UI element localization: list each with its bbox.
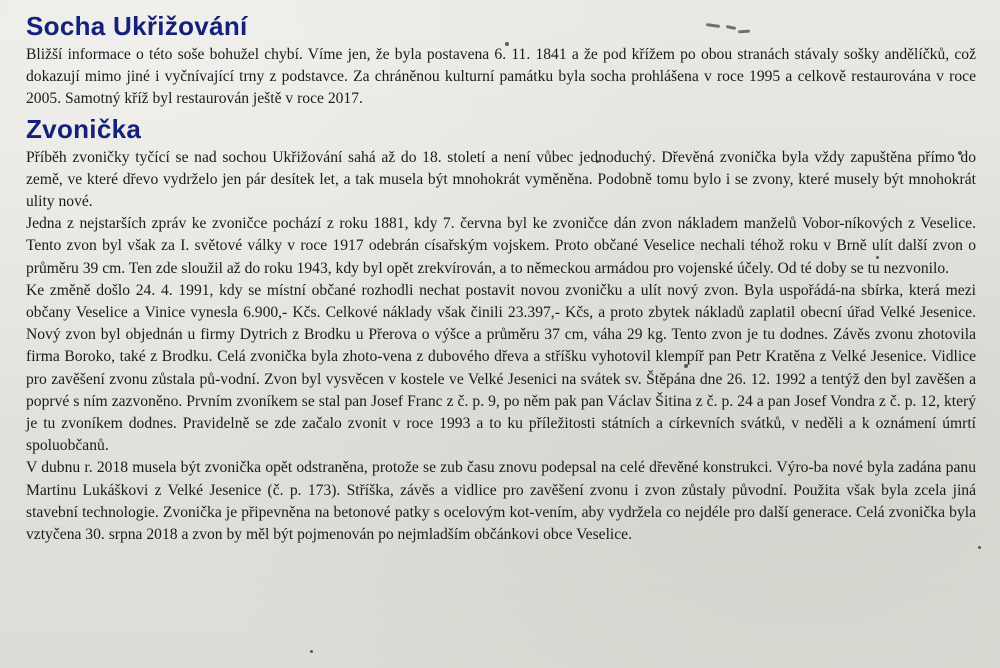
- weathering-mark: [978, 546, 981, 549]
- section-title-zvonicka: Zvonička: [26, 113, 142, 144]
- paragraph-socha-1: Bližší informace o této soše bohužel chybí. Víme jen, že byla postavena 6. 11. 1841 a že pod křížem po obou stranách stávaly sošky andělíčků, což dokazují mimo jiné i vyčnívající trny z podstavce. Za chráněnou kulturní památku byla socha prohlášena v roce 1995 a celkově restaurována v roce 2005. Samotný kříž byl restaurován ještě v roce 2017.: [26, 46, 976, 108]
- paragraph-zvonicka-1: Příběh zvoničky tyčící se nad sochou Ukřižování sahá až do 18. století a není vůbec jednoduchý. Dřevěná zvonička byla vždy zapuštěna přímo do země, ve které dřevo vydrželo jen pár desítek let, a tak musela být mnohokrát vyměněna. Podobně tomu bylo i se zvony, které musely být mnohokrát ulity nové.: [26, 148, 976, 211]
- section-title-socha: Socha Ukřižování: [26, 11, 248, 41]
- paragraph-zvonicka-2: Jedna z nejstarších zpráv ke zvoničce pochází z roku 1881, kdy 7. června byl ke zvoničce dán zvon nákladem manželů Vobor-níkových z Veselice. Tento zvon byl však za I. světové války v roce 1917 odebrán císařským vojskem. Proto občané Veselice nechali téhož roku v Brně ulít další zvon o průměru 39 cm. Ten zde sloužil až do roku 1943, kdy byl opět zrekvírován, a to německou armádou pro vojenské účely. Od té doby se tu nezvonilo.: [26, 215, 976, 277]
- board-content: [26, 8, 976, 546]
- paragraph-zvonicka-3: Ke změně došlo 24. 4. 1991, kdy se místní občané rozhodli nechat postavit novou zvoničku a ulít nový zvon. Byla uspořádá-na sbírka, která mezi občany Veselice a Vinice vynesla 6.900,- Kčs. Celkové náklady však činili 23.397,- Kčs, a proto zbytek nákladů zaplatil obecní úřad Velké Jesenice. Nový zvon byl objednán u firmy Dytrich z Brodku u Přerova o výšce a průměru 37 cm, váha 29 kg. Tento zvon je tu dodnes. Závěs zvonu zhotovila firma Boroko, také z Brodku. Celá zvonička byla zhoto-vena z dubového dřeva a stříšku vyhotovil klempíř pan Petr Kratěna z Velké Jesenice. Vidlice pro zavěšení zvonu zůstala pů-vodní. Zvon byl vysvěcen v kostele ve Velké Jesenici na svátek sv. Štěpána dne 26. 12. 1992 a tentýž den byl zavěšen a poprvé s ním zazvoněno. Prvním zvoníkem se stal pan Josef Franc z č. p. 9, po něm pak pan Václav Šitina z č. p. 24 a pan Josef Vondra z č. p. 12, který je tu zvoníkem dodnes. Pravidelně se zde začalo zvonit v roce 1993 a to ku příležitosti státních a církevních svátků, v neděli a k oznámení úmrtí spoluobčanů.: [26, 281, 976, 455]
- paragraph-zvonicka-4: V dubnu r. 2018 musela být zvonička opět odstraněna, protože se zub času znovu podepsal na celé dřevěné konstrukci. Výro-ba nové byla zadána panu Martinu Lukáškovi z Velké Jesenice (č. p. 173). Stříška, závěs a vidlice pro zavěšení zvonu i zvon zůstaly původní. Použita však byla zcela jiná stavební technologie. Zvonička je připevněna na betonové patky s ocelovým kot-vením, aby vydržela co nejdéle pro další generace. Celá zvonička byla vztyčena 30. srpna 2018 a zvon by měl být pojmenován po nejmladším občánkovi obce Veselice.: [26, 459, 976, 544]
- weathering-mark: [310, 650, 313, 653]
